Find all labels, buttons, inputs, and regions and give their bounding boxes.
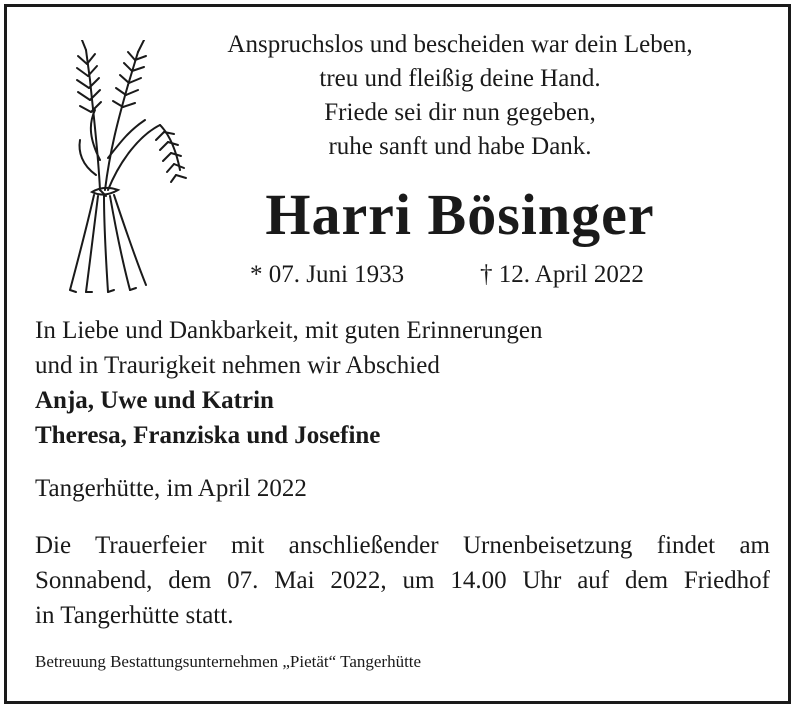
poem-line: ruhe sanft und habe Dank. <box>328 133 592 160</box>
poem-line: treu und fleißig deine Hand. <box>319 65 601 92</box>
ceremony-line: Die Trauerfeier mit anschließender Urnenbeisetzung findet am <box>35 532 770 559</box>
ceremony-notice <box>35 528 770 633</box>
mourners-block <box>35 313 770 453</box>
deceased-name: Harri Bösinger <box>265 182 655 247</box>
birth-date: * 07. Juni 1933 <box>250 261 405 288</box>
ceremony-line: Sonnabend, dem 07. Mai 2022, um 14.00 Uhr auf dem Friedhof <box>35 567 770 594</box>
funeral-home-credit: Betreuung Bestattungsunternehmen „Pietät“ Tangerhütte <box>35 652 422 671</box>
poem-line: Anspruchslos und bescheiden war dein Leben, <box>227 31 693 58</box>
poem <box>160 28 760 164</box>
place-date: Tangerhütte, im April 2022 <box>35 475 307 502</box>
ceremony-line: in Tangerhütte statt. <box>35 602 234 629</box>
poem-line: Friede sei dir nun gegeben, <box>324 99 596 126</box>
mourners-line: und in Traurigkeit nehmen wir Abschied <box>35 352 440 379</box>
mourners-line: In Liebe und Dankbarkeit, mit guten Erinnerungen <box>35 317 543 344</box>
mourner-names: Theresa, Franziska und Josefine <box>35 422 381 449</box>
mourner-names: Anja, Uwe und Katrin <box>35 387 274 414</box>
death-date: † 12. April 2022 <box>480 261 644 288</box>
